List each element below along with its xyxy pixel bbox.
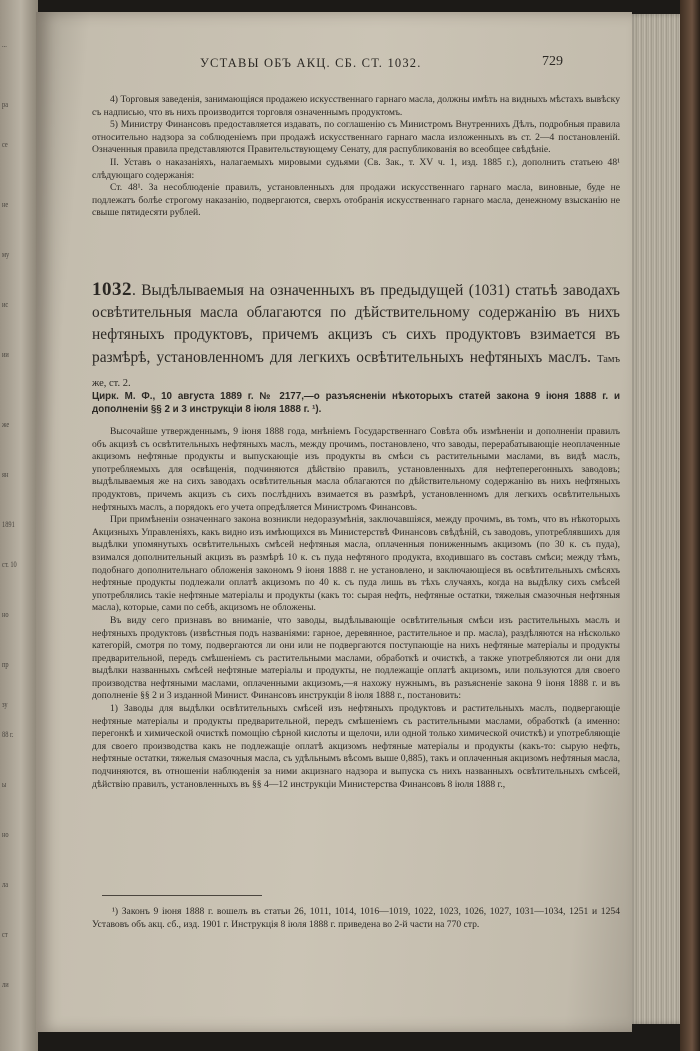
left-page-fragment: ла (2, 880, 9, 889)
left-page-fragment: же (2, 420, 10, 429)
note-paragraph: II. Уставъ о наказаніяхъ, налагаемыхъ мировыми судьями (Св. Зак., т. XV ч. 1, изд. 1885 г.), дополнить статьею 48¹ слѣдующаго содержанія: (92, 156, 620, 181)
left-page-fragment: зу (2, 700, 8, 709)
book-page (36, 12, 632, 1032)
footnote-rule (102, 895, 262, 896)
left-page-fragment: ян (2, 470, 9, 479)
left-page-fragment: ис (2, 300, 9, 309)
circular-body (92, 426, 620, 791)
article-text: . Выдѣлываемыя на означенныхъ въ предыдущей (1031) статьѣ заводахъ освѣтительныя масла облагаются по дѣйствительному содержанію въ нихъ нефтяныхъ продуктовъ, причемъ акцизъ съ сихъ продуктовъ взимается въ размѣрѣ, установленномъ для легкихъ освѣтительныхъ нефтяныхъ маслъ. (92, 282, 620, 366)
left-page-fragment: ст. 10 (2, 560, 17, 569)
running-head: УСТАВЫ ОБЪ АКЦ. СБ. СТ. 1032. (200, 56, 422, 70)
left-page-fragment: 1891 (2, 520, 15, 529)
left-page-fragment: ы (2, 780, 7, 789)
left-page-fragment: му (2, 250, 10, 259)
footnote-text: ¹) Законъ 9 іюня 1888 г. вошелъ въ статьи 26, 1011, 1014, 1016—1019, 1022, 1023, 1026, 1027, 1031—1034, 1251 и 1254 Уставовъ объ акц. сб., изд. 1901 г. Инструкція 8 іюля 1888 г. приведена во 2-й части на 770 стр. (92, 906, 620, 930)
circular-heading: Цирк. М. Ф., 10 августа 1889 г. № 2177,—о разъясненіи нѣкоторыхъ статей закона 9 іюня 1888 г. и дополненіи §§ 2 и 3 инструкціи 8 іюля 1888 г. ¹). (92, 391, 620, 415)
footnote (92, 906, 620, 932)
left-page-fragment: пр (2, 660, 9, 669)
body-paragraph: Высочайше утвержденнымъ, 9 іюня 1888 года, мнѣніемъ Государственнаго Совѣта объ измѣненіи и дополненіи правилъ объ акцизѣ съ освѣтительныхъ нефтяныхъ маслъ, между прочимъ, постановлено, что заводы, перерабатывающіе неоплаченные акцизомъ нефтяные продукты и выпускающіе изъ продукты въ смѣси съ растительными маслами, въ видѣ маслъ, употребляемыхъ для освѣщенія, подчиняются дѣйствію правилъ, установленныхъ для нефтеперегонныхъ заводовъ; выдѣлываемыя же на сихъ заводахъ освѣтительныя масла облагаются по дѣйствительному содержанію въ нихъ нефтяныхъ продуктовъ, причемъ акцизъ съ сихъ послѣднихъ взимается въ размѣрѣ, установленномъ для легкихъ освѣтительныхъ нефтяныхъ маслъ, а порядокъ его учета опредѣляется Министромъ Финансовъ. (92, 426, 620, 513)
body-paragraph: При примѣненіи означеннаго закона возникли недоразумѣнія, заключавшіяся, между прочимъ, въ томъ, что въ нѣкоторыхъ Акцизныхъ Управленіяхъ, какъ видно изъ имѣющихся въ Министерствѣ Финансовъ свѣдѣній, съ заводовъ, употреблявшихъ для выдѣлки упомянутыхъ освѣтительныхъ смѣсей нефтяныя масла, оплаченныя пониженнымъ акцизомъ (по 30 к. съ пуда), взимался дополнительный акцизъ въ размѣрѣ 10 к. съ пуда нефтяного продукта, входившаго въ составъ смѣси; между тѣмъ, подобнаго дополнительнаго обложенія закономъ 9 іюня 1888 г. не установлено, и заключающіеся въ освѣтительныхъ смѣсяхъ нефтяные продукты подлежали оплатѣ акцизомъ по 40 к. съ пуда лишь въ тѣхъ случаяхъ, когда на выдѣлку сихъ смѣсей употреблялись такіе нефтяные матеріалы и продукты (какъ то: сырая нефть, нефтяные остатки, тяжелыя смазочныя нефтяныя масла), которые, сами по себѣ, акцизомъ не обложены. (92, 514, 620, 614)
article-1032 (92, 279, 620, 395)
left-page-fragment: 88 г. (2, 730, 14, 739)
article-number: 1032 (92, 279, 132, 300)
body-paragraph: Въ виду сего признавъ во вниманіе, что заводы, выдѣлывающіе освѣтительныя смѣси изъ растительныхъ маслъ и нефтяныхъ продуктовъ (извѣстныя подъ названіями: гарное, деревянное, растительное и пр. масла), раздѣляются на нѣсколько категорій, смотря по тому, подвергаются ли они или не подвергаются поступающіе на нихъ нефтяные матеріалы и продукты предварительной, передъ смѣшеніемъ съ растительными маслами, обработкѣ и очисткѣ, а также употребляются ли они для выдѣлки названныхъ смѣсей нефтяные матеріалы и продукты, не подлежащіе оплатѣ акцизомъ, или пользуются для своего производства нефтяными маслами, оплаченными акцизомъ,—я нахожу нужнымъ, въ разъясненіе закона 9 іюня 1888 г. и въ дополненіе §§ 2 и 3 изданной Минист. Финансовъ инструкціи 8 іюля 1888 г., постановить: (92, 614, 620, 702)
page-number: 729 (542, 54, 563, 69)
book-cover-edge (680, 0, 700, 1051)
left-page-fragment: ии (2, 350, 9, 359)
left-page-fragment: но (2, 610, 9, 619)
page-block-edges (628, 14, 686, 1024)
notes-top (92, 94, 620, 220)
page-header (36, 56, 632, 76)
left-page-fragment: ст (2, 930, 8, 939)
left-page-fragment: се (2, 140, 8, 149)
left-page-edge (0, 0, 38, 1051)
left-page-fragment: не (2, 200, 9, 209)
left-page-fragment: ли (2, 980, 9, 989)
note-paragraph: 5) Министру Финансовъ предоставляется издавать, по соглашенію съ Министромъ Внутреннихъ Дѣлъ, подробныя правила относительно надзора за соблюденіемъ при продажѣ искусственнаго гарнаго масла изложенныхъ въ ст. 2—4 постановленій. Означенныя правила представляются Правительствующему Сенату, для распубликованія во всеобщее свѣдѣніе. (92, 119, 620, 156)
left-page-fragment: ... (2, 40, 7, 49)
left-page-fragment: но (2, 830, 9, 839)
left-page-fragment: ра (2, 100, 9, 109)
note-paragraph: 4) Торговыя заведенія, занимающіяся продажею искусственнаго гарнаго масла, должны имѣть на видныхъ мѣстахъ вывѣску съ надписью, что въ нихъ производится торговля означеннымъ продуктомъ. (92, 94, 620, 118)
article-source: Тамъ же, ст. 2. (92, 353, 620, 389)
note-paragraph: Ст. 48¹. За несоблюденіе правилъ, установленныхъ для продажи искусственнаго гарнаго масла, виновные, буде не подлежатъ болѣе строгому наказанію, подвергаются, сверхъ отобранія искусственнаго гарнаго масла, денежному взысканію не свыше пятидесяти рублей. (92, 182, 620, 219)
body-paragraph: 1) Заводы для выдѣлки освѣтительныхъ смѣсей изъ нефтяныхъ продуктовъ и растительныхъ маслъ, подвергающіе нефтяные матеріалы и продукты предварительной, передъ смѣшеніемъ съ растительными маслами, обработкѣ (а именно: перегонкѣ и химической очисткѣ помощію сѣрной кислоты и щелочи, или одной только химической очисткѣ) и употребляющіе для своего производства какъ не подлежащіе оплатѣ акцизомъ нефтяные матеріалы и продукты (какъ-то: сырую нефть, нефтяные остатки, тяжелыя смазочныя масла, съ удѣльнымъ вѣсомъ выше 0,885), такъ и оплаченныя акцизомъ нефтяныя масла, подчиняются, въ отношеніи наблюденія за ними акцизнаго надзора и выпуска съ нихъ названныхъ освѣтительныхъ смѣсей, дѣйствію правилъ, установленныхъ въ §§ 4—12 инструкціи Министерства Финансовъ 8 іюля 1888 г., (92, 703, 620, 790)
